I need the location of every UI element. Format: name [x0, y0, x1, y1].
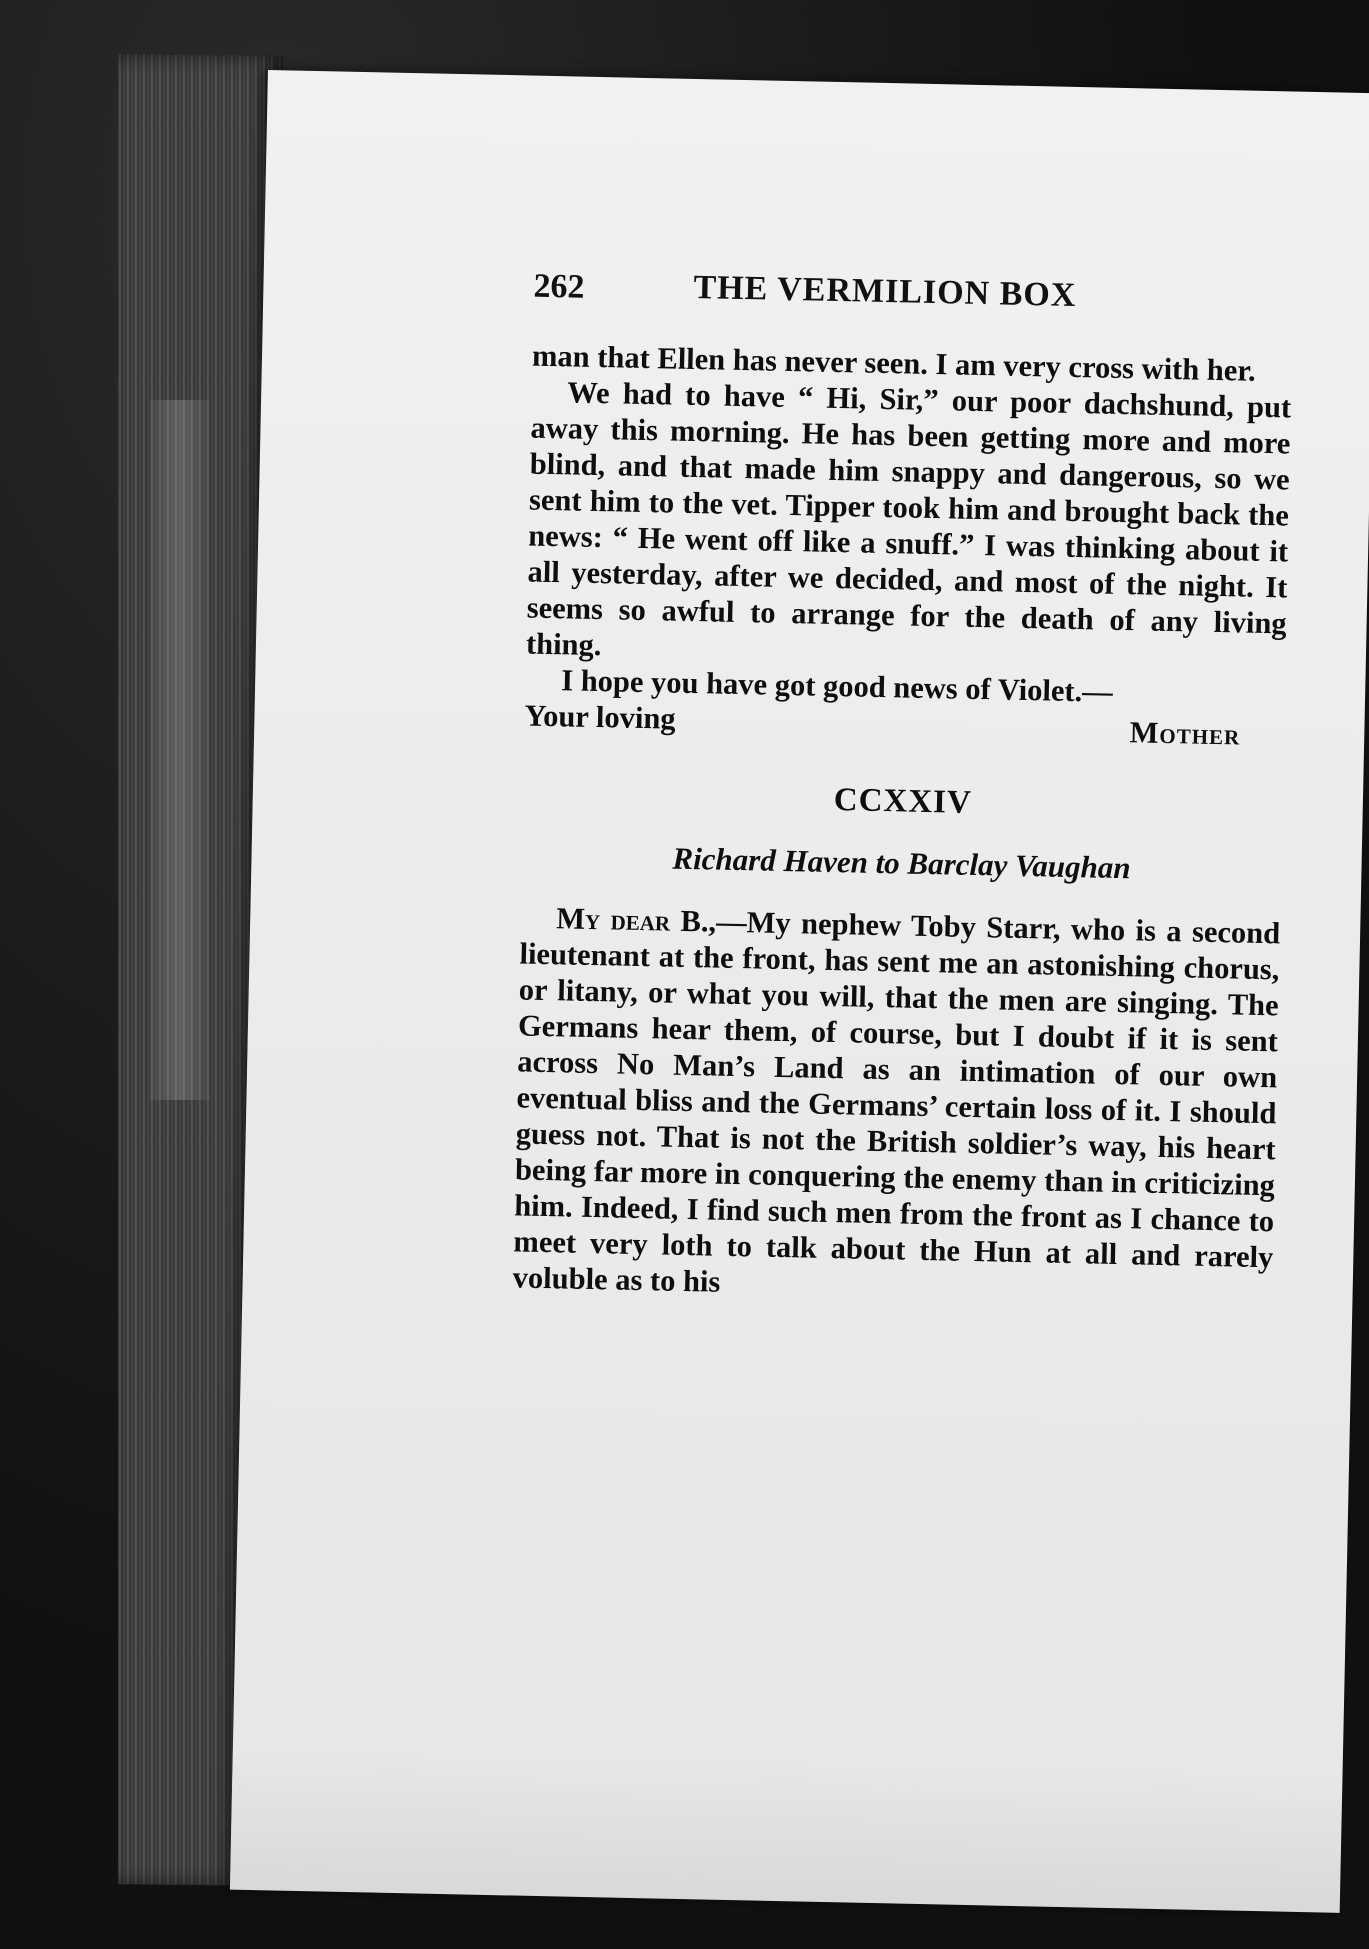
- continued-paragraph: man that Ellen has never seen. I am very cross with her.: [531, 338, 1257, 388]
- body-text: [512, 338, 1292, 1312]
- page-content: [230, 70, 1369, 1913]
- letter-heading: Richard Haven to Barclay Vaughan: [672, 840, 1131, 886]
- letter-number: CCXXIV: [833, 782, 973, 821]
- running-title: THE VERMILION BOX: [693, 268, 1077, 314]
- paragraph-dachshund: We had to have “ Hi, Sir,” our poor dachshund, put away this morning. He has been getting more and more blind, and that made him snappy and dangerous, so we sent him to the vet. Tipper took him and brought back the news: “ He went off like a snuff.” I was thinking about it all yesterday, after we decided, and most of the night. It seems so awful to arrange for the death of any living thing.: [525, 375, 1292, 663]
- closing-line: Your loving: [524, 698, 677, 736]
- signature: Mother: [1129, 715, 1241, 752]
- page-bottom-shade: [230, 1750, 1343, 1913]
- page-number: 262: [533, 267, 585, 306]
- paragraph-violet: I hope you have got good news of Violet.—: [560, 663, 1114, 709]
- book-page: [230, 70, 1369, 1913]
- letter-opening-paragraph: [512, 899, 1280, 1311]
- running-head: [533, 266, 1294, 342]
- page-edge-highlight: [150, 400, 210, 1100]
- salutation: My dear B.,: [555, 901, 717, 939]
- letter-text: —My nephew Toby Starr, who is a second lieutenant at the front, has sent me an astonishing chorus, or litany, or what you will, that the men are singing. The Germans hear them, of course, but I doubt if it is sent across No Man’s Land as an intimation of our own eventual bliss and the Germans’ certain loss of it. I should guess not. That is not the British soldier’s way, his heart being far more in conquering the enemy than in criticizing him. Indeed, I find such men from the front as I chance to meet very loth to talk about the Hun at all and rarely voluble as to his: [512, 904, 1281, 1299]
